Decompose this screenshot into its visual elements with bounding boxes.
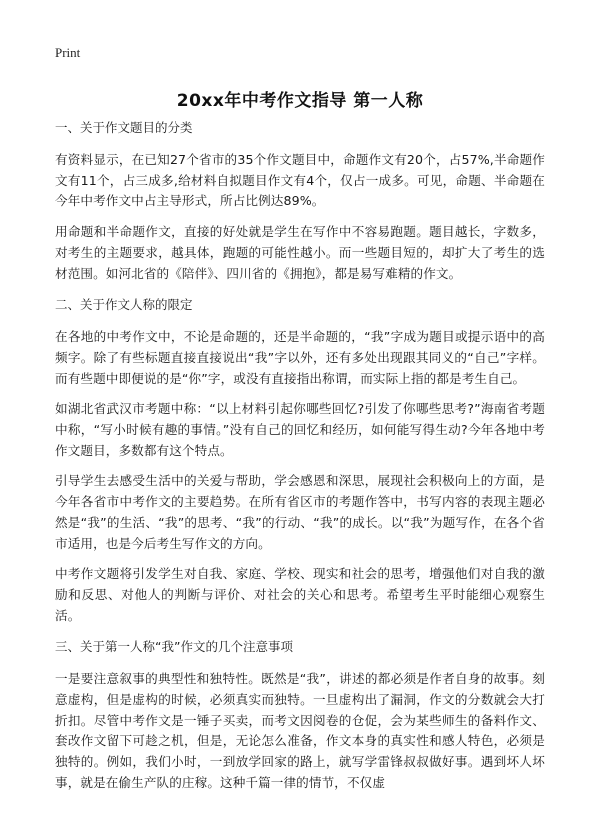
print-label: Print — [55, 45, 81, 60]
paragraph: 用命题和半命题作文，直接的好处就是学生在写作中不容易跑题。题目越长，字数多，对考生的主题要求，越具体，跑题的可能性越小。而一些题目短的，却扩大了考生的选材范围。如河北省的《陪伴》、四川省的《拥抱》，都是易写难精的作文。 — [55, 224, 545, 281]
paragraph: 在各地的中考作文中，不论是命题的，还是半命题的，“我”字成为题目或提示语中的高频字。除了有些标题直接直接说出“我”字以外，还有多处出现跟其同义的“自己”字样。而有些题中即便说的是“你”字，或没有直接指出称谓，而实际上指的都是考生自己。 — [55, 329, 545, 386]
section-heading-3: 三、关于第一人称“我”作文的几个注意事项 — [55, 639, 293, 655]
document-title: 20xx年中考作文指导 第一人称 — [176, 91, 424, 111]
document-body — [55, 119, 545, 794]
paragraph: 引导学生去感受生活中的关爱与帮助，学会感恩和深思，展现社会积极向上的方面，是今年各省市中考作文的主要趋势。在所有省区市的考题作答中，书写内容的表现主题必然是“我”的生活、“我”的思考、“我”的行动、“我”的成长。以“我”为题写作，在各个省市适用，也是今后考生写作文的方向。 — [55, 473, 545, 551]
paragraph: 有资料显示，在已知27个省市的35个作文题目中，命题作文有20个，占57%,半命题作文有11个，占三成多,给材料自拟题目作文有4个，仅占一成多。可见，命题、半命题在今年中考作文中占主导形式，所占比例达89%。 — [55, 152, 545, 209]
paragraph: 一是要注意叙事的典型性和独特性。既然是“我”，讲述的都必须是作者自身的故事。刻意虚构，但是虚构的时候，必须真实而独特。一旦虚构出了漏洞，作文的分数就会大打折扣。尽管中考作文是一锤子买卖，而考文因阅卷的仓促，会为某些师生的备料作文、套改作文留下可趁之机，但是，无论怎么准备，作文本身的真实性和感人特色，必须是独特的。例如，我们小时，一到放学回家的路上，就写学雷锋叔叔做好事。遇到坏人坏事，就是在偷生产队的庄稼。这种千篇一律的情节，不仅虚 — [55, 671, 545, 790]
section-heading-2: 二、关于作文人称的限定 — [55, 297, 193, 313]
paragraph: 中考作文题将引发学生对自我、家庭、学校、现实和社会的思考，增强他们对自我的激励和反思、对他人的判断与评价、对社会的关心和思考。希望考生平时能细心观察生活。 — [55, 566, 545, 623]
section-heading-1: 一、关于作文题目的分类 — [55, 120, 193, 135]
paragraph: 如湖北省武汉市考题中称：“以上材料引起你哪些回忆?引发了你哪些思考?”海南省考题中称，“写小时候有趣的事情。”没有自己的回忆和经历，如何能写得生动?今年各地中考作文题目，多数都有这个特点。 — [55, 401, 545, 458]
